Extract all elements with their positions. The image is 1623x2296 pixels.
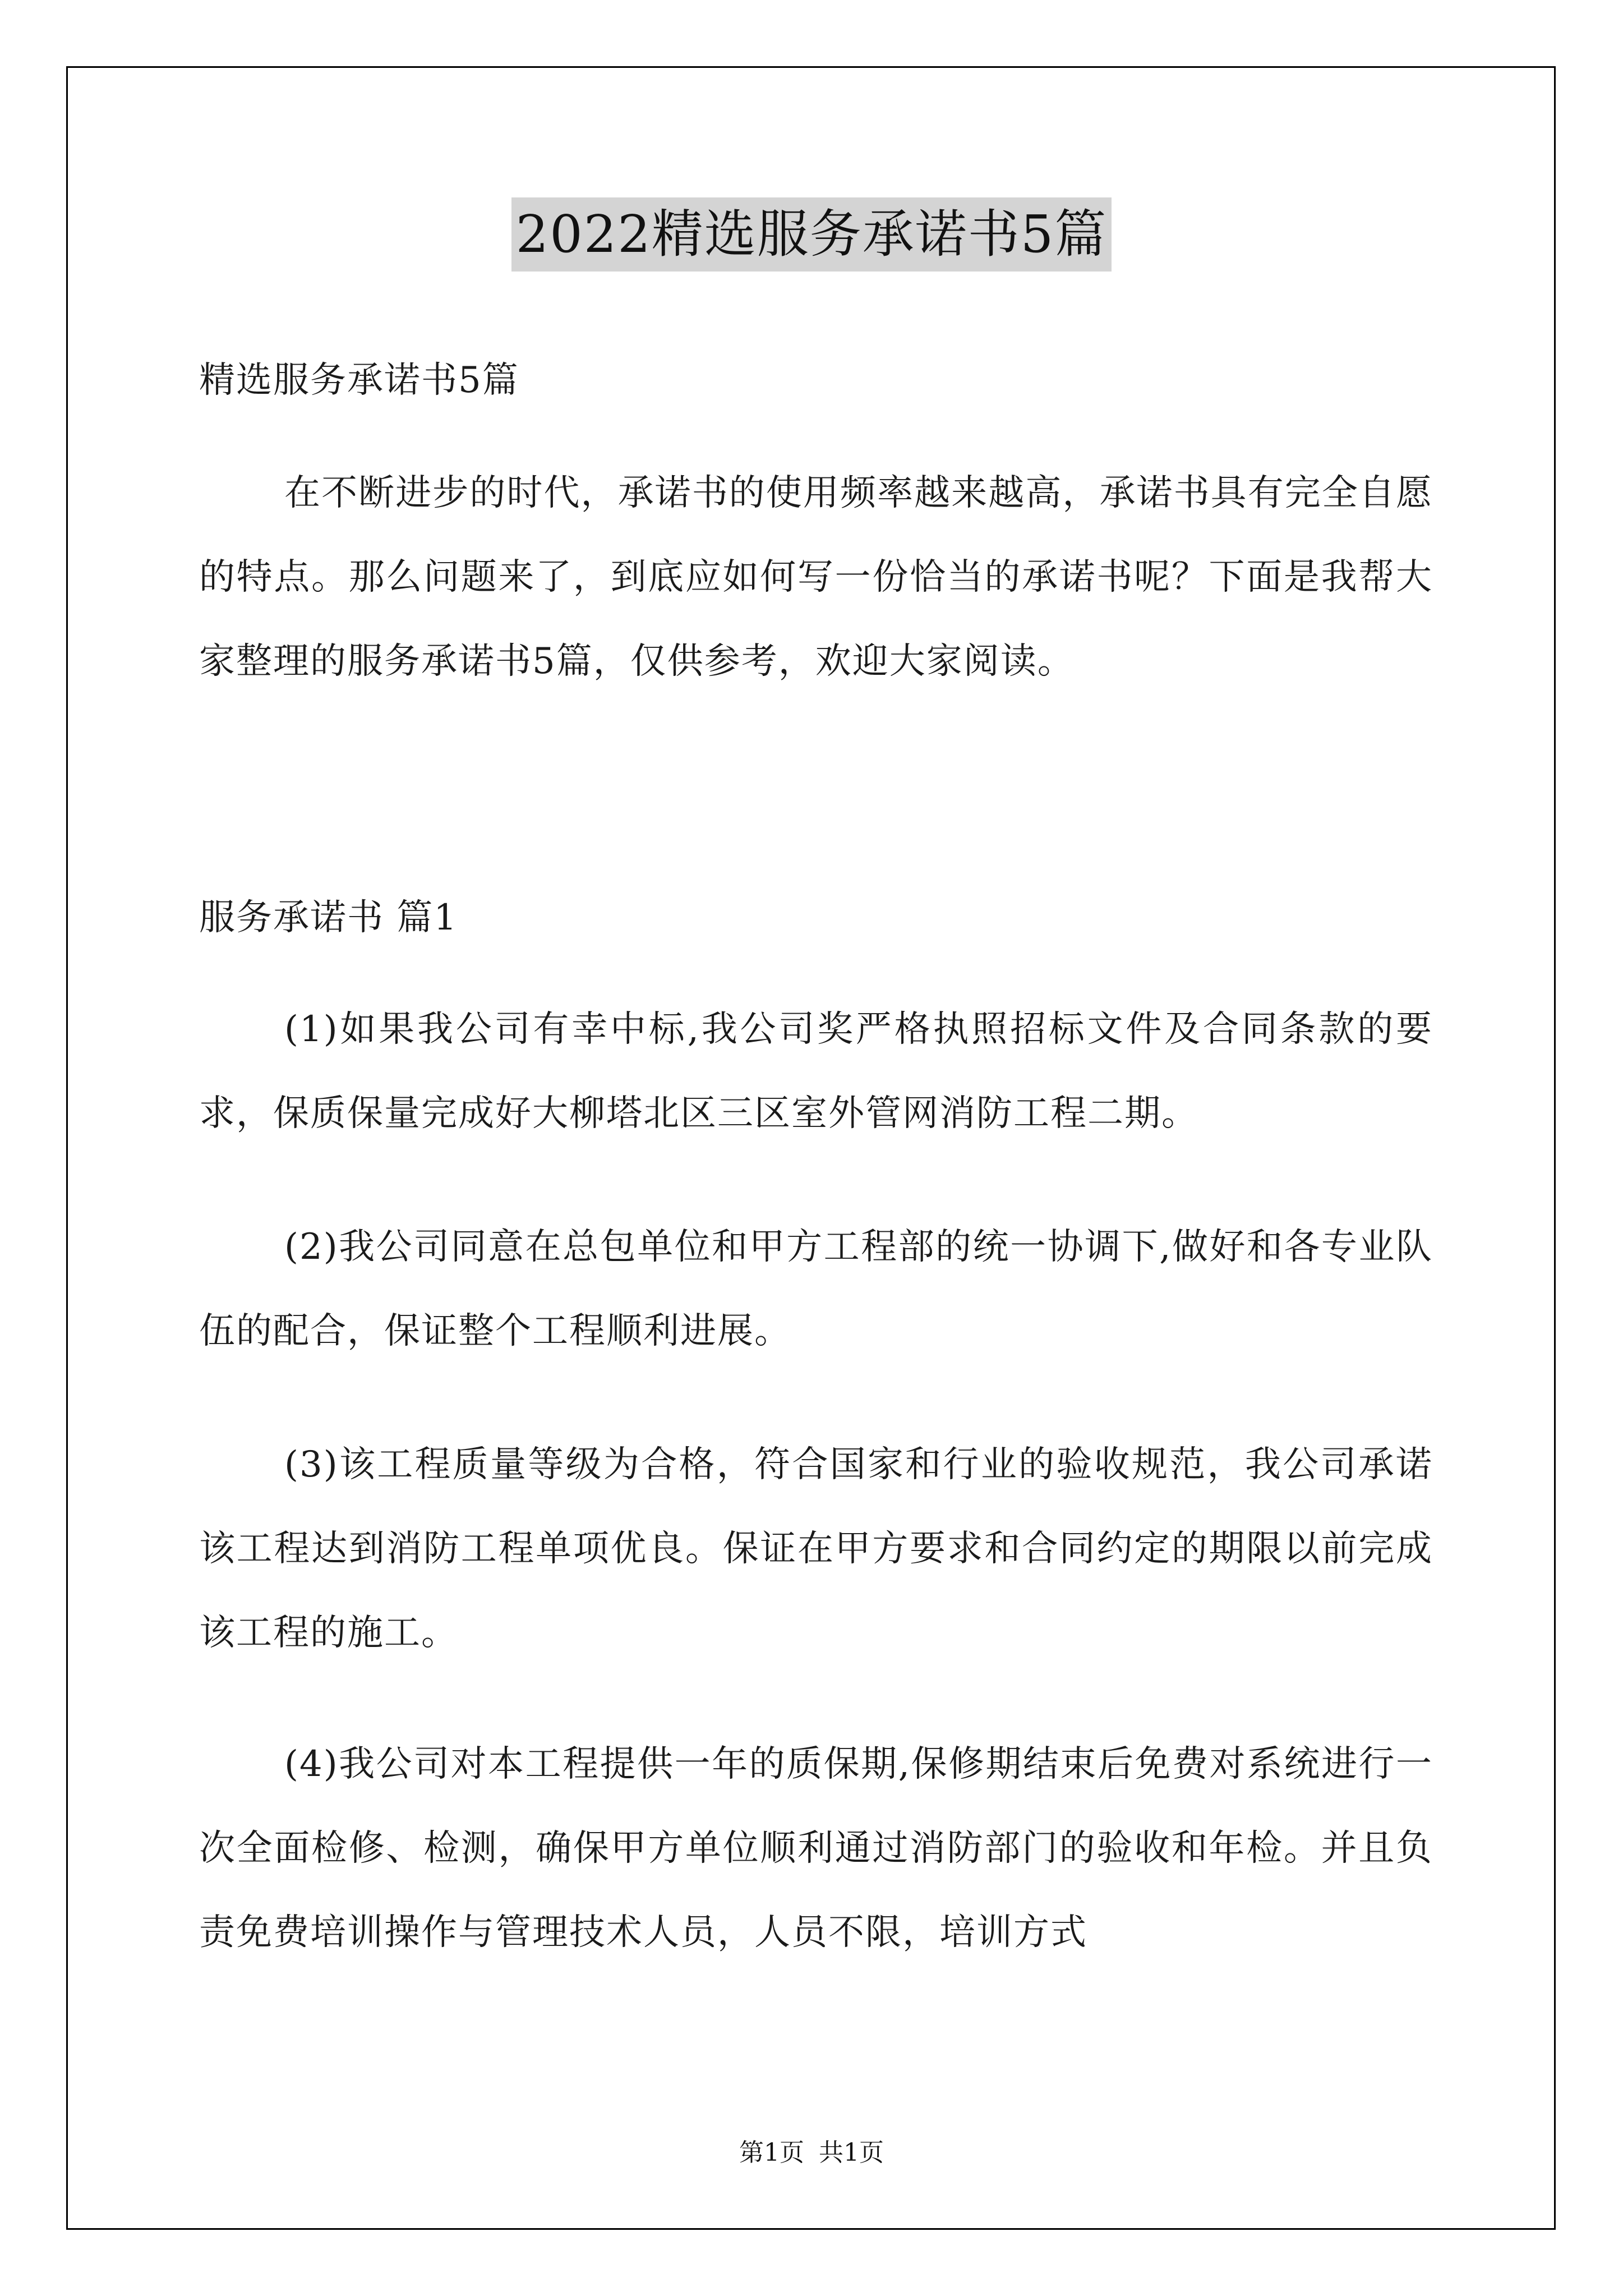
document-subtitle: 精选服务承诺书5篇 [199,360,519,401]
document-title: 2022精选服务承诺书5篇 [511,197,1112,272]
list-item: (2)我公司同意在总包单位和甲方工程部的统一协调下,做好和各专业队伍的配合，保证整个工程顺利进展。 [199,1226,1433,1352]
title-container [0,197,1623,272]
section-heading: 服务承诺书 篇1 [199,897,458,938]
list-item: (1)如果我公司有幸中标,我公司奖严格执照招标文件及合同条款的要求，保质保量完成好大柳塔北区三区室外管网消防工程二期。 [199,1009,1433,1134]
page-number: 第1页 [739,2138,804,2167]
list-item: (3)该工程质量等级为合格，符合国家和行业的验收规范，我公司承诺该工程达到消防工程单项优良。保证在甲方要求和合同约定的期限以前完成该工程的施工。 [199,1444,1433,1654]
page-total: 共1页 [819,2138,884,2167]
intro-paragraph: 在不断进步的时代，承诺书的使用频率越来越高，承诺书具有完全自愿的特点。那么问题来了，到底应如何写一份恰当的承诺书呢？下面是我帮大家整理的服务承诺书5篇，仅供参考，欢迎大家阅读。 [199,472,1433,682]
list-item: (4)我公司对本工程提供一年的质保期,保修期结束后免费对系统进行一次全面检修、检测，确保甲方单位顺利通过消防部门的验收和年检。并且负责免费培训操作与管理技术人员，人员不限，培训方式 [199,1743,1433,1953]
page-footer [0,2137,1623,2169]
